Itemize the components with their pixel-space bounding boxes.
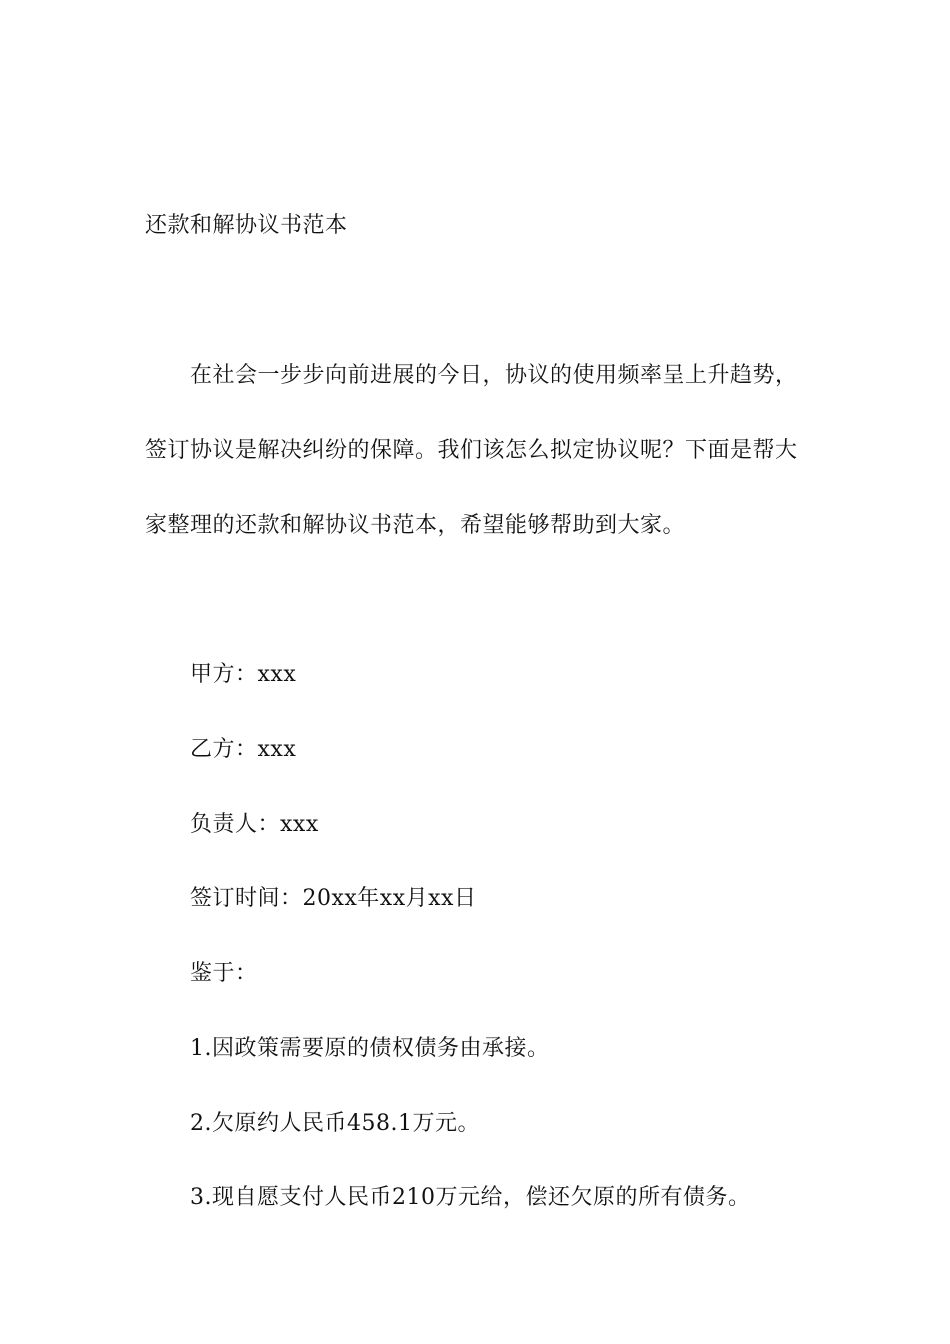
- intro-line-2: 签订协议是解决纠纷的保障。我们该怎么拟定协议呢？下面是帮大: [145, 438, 798, 463]
- clause-3: 3.现自愿支付人民币210万元给，偿还欠原的所有债务。: [190, 1185, 751, 1210]
- clause-2: 2.欠原约人民币458.1万元。: [190, 1111, 480, 1136]
- party-b-field: 乙方：xxx: [190, 737, 297, 762]
- sign-date-field: 签订时间：20xx年xx月xx日: [190, 886, 477, 911]
- document-title: 还款和解协议书范本: [145, 213, 348, 238]
- whereas-heading: 鉴于：: [190, 961, 258, 986]
- responsible-person-field: 负责人：xxx: [190, 812, 319, 837]
- intro-line-1: 在社会一步步向前进展的今日，协议的使用频率呈上升趋势，: [190, 363, 798, 388]
- clause-1: 1.因政策需要原的债权债务由承接。: [190, 1036, 550, 1061]
- intro-line-3: 家整理的还款和解协议书范本，希望能够帮助到大家。: [145, 513, 686, 538]
- party-a-field: 甲方：xxx: [190, 662, 297, 687]
